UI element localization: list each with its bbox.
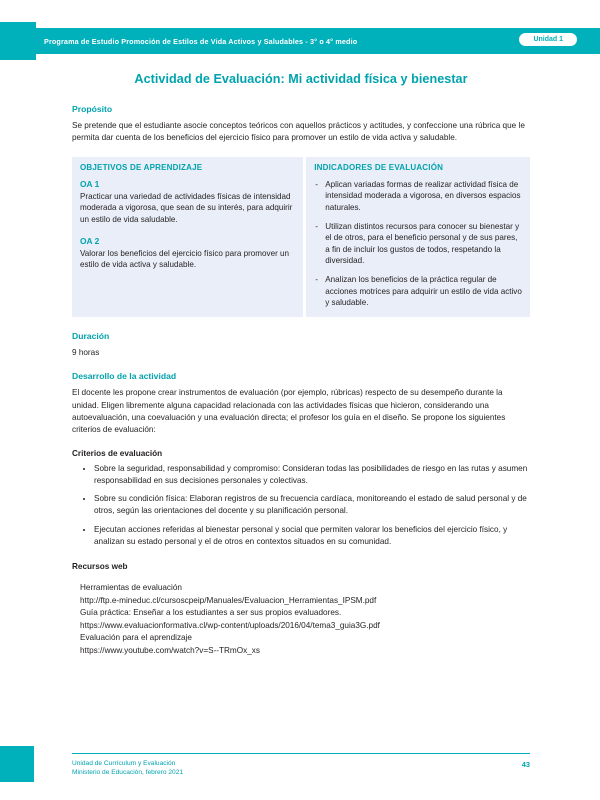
footer-left-accent-block xyxy=(0,746,34,782)
proposito-text: Se pretende que el estudiante asocie conceptos teóricos con aquellos prácticos y actitudes, y confeccione una rúbrica que le permita dar cuenta de los beneficios del ejercicio físico para promover un estilo de vida activa y saludable. xyxy=(72,121,525,143)
document-content xyxy=(72,62,530,658)
page-title: Actividad de Evaluación: Mi actividad física y bienestar xyxy=(134,72,468,86)
oa-text-2: Valorar los beneficios del ejercicio físico para promover un estilo de vida activa y saludable. xyxy=(80,248,290,270)
footer-line-1: Unidad de Currículum y Evaluación xyxy=(72,759,176,767)
footer-divider xyxy=(72,753,530,754)
criterios-list xyxy=(72,463,530,548)
recurso-label-2: Guía práctica: Enseñar a los estudiantes a ser sus propios evaluadores. xyxy=(80,608,342,618)
list-item: • Sobre su condición física: Elaboran registros de su frecuencia cardíaca, monitoreando el estado de salud personal y de otros, según las orientaciones del docente y su planificación personal. xyxy=(94,493,530,517)
unit-badge: Unidad 1 xyxy=(518,32,578,47)
section-heading-proposito: Propósito xyxy=(72,104,113,114)
oa-text-1: Practicar una variedad de actividades físicas de intensidad moderada a vigorosa, que sean de su interés, para adquirir un estilo de vida saludable. xyxy=(80,191,293,224)
list-item: - Aplican variadas formas de realizar actividad física de intensidad moderada a vigorosa, en diversos espacios naturales. xyxy=(314,179,522,214)
oa-code-2: OA 2 xyxy=(80,235,100,246)
recurso-label-3: Evaluación para el aprendizaje xyxy=(80,633,192,643)
list-item: - Utilizan distintos recursos para conocer su bienestar y el de otros, para el beneficio personal y de sus pares, a fin de incluir los gustos de todos, respetando la diversidad. xyxy=(314,221,522,267)
section-heading-desarrollo: Desarrollo de la actividad xyxy=(72,371,177,382)
footer-line-2: Ministerio de Educación, febrero 2021 xyxy=(72,769,184,777)
page-number: 43 xyxy=(521,760,530,769)
table-header-objectives: OBJETIVOS DE APRENDIZAJE xyxy=(80,162,203,172)
header-program-text: Programa de Estudio Promoción de Estilos de Vida Activos y Saludables - 3° o 4° medio xyxy=(44,36,358,46)
recurso-label-1: Herramientas de evaluación xyxy=(80,583,182,592)
subheading-criterios: Criterios de evaluación xyxy=(72,448,163,458)
desarrollo-text: El docente les propone crear instrumentos de evaluación (por ejemplo, rúbricas) respecto de su desempeño durante la unidad. Eligen libremente alguna capacidad relacionada con las actividades físicas que hicieron, considerando una autoevaluación, una coevaluación y una evaluación directa; el profesor los guía en el diseño. Se propone los siguientes criterios de evaluación: xyxy=(72,388,506,435)
table-header-indicators: INDICADORES DE EVALUACIÓN xyxy=(314,162,444,172)
oa-code-1: OA 1 xyxy=(80,178,100,189)
footer-text xyxy=(72,759,183,778)
list-item: - Analizan los beneficios de la práctica regular de acciones motrices para adquirir un estilo de vida activo y saludable. xyxy=(314,274,522,309)
header-band xyxy=(0,28,600,54)
table-cell-indicators xyxy=(305,157,530,317)
indicators-list xyxy=(314,179,522,309)
table-cell-objectives xyxy=(72,157,305,317)
recurso-link-2[interactable]: https://www.evaluacionformativa.cl/wp-content/uploads/2016/04/tema3_guia3G.pdf xyxy=(80,620,380,630)
list-item: • Sobre la seguridad, responsabilidad y compromiso: Consideran todas las posibilidades de riesgo en las rutas y asumen responsabilidad en sus decisiones personales y colectivas. xyxy=(94,463,530,487)
list-item: • Ejecutan acciones referidas al bienestar personal y social que permiten valorar los beneficios del ejercicio físico, y analizan su estado personal y el de otros en contextos situados en su comunidad. xyxy=(94,524,530,548)
section-heading-duracion: Duración xyxy=(72,330,110,341)
subheading-recursos: Recursos web xyxy=(72,562,128,571)
recurso-link-3[interactable]: https://www.youtube.com/watch?v=S--TRmOx_xs xyxy=(80,645,260,655)
duracion-text: 9 horas xyxy=(72,347,100,357)
recursos-list xyxy=(72,582,530,658)
recurso-link-1[interactable]: http://ftp.e-mineduc.cl/cursoscpeip/Manuales/Evaluacion_Herramientas_IPSM.pdf xyxy=(80,595,377,605)
objectives-indicators-table xyxy=(72,157,530,317)
